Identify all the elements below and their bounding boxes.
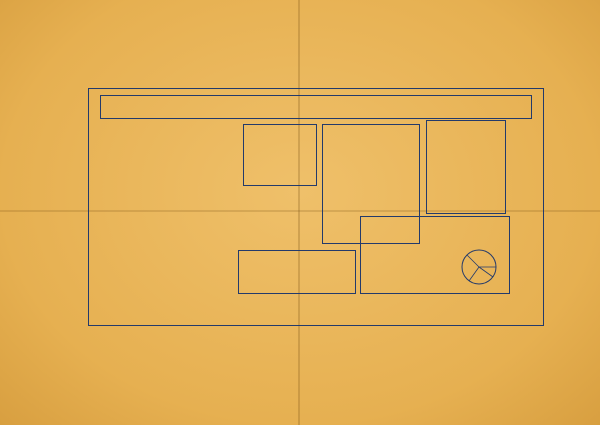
- school-calc-box: [426, 120, 506, 214]
- headline: [100, 95, 532, 119]
- rules-panel: [96, 123, 236, 291]
- calc-box: [243, 124, 317, 186]
- pie-diagram-icon: [459, 247, 499, 287]
- pie-box: [360, 216, 510, 294]
- formula-box: [238, 250, 356, 294]
